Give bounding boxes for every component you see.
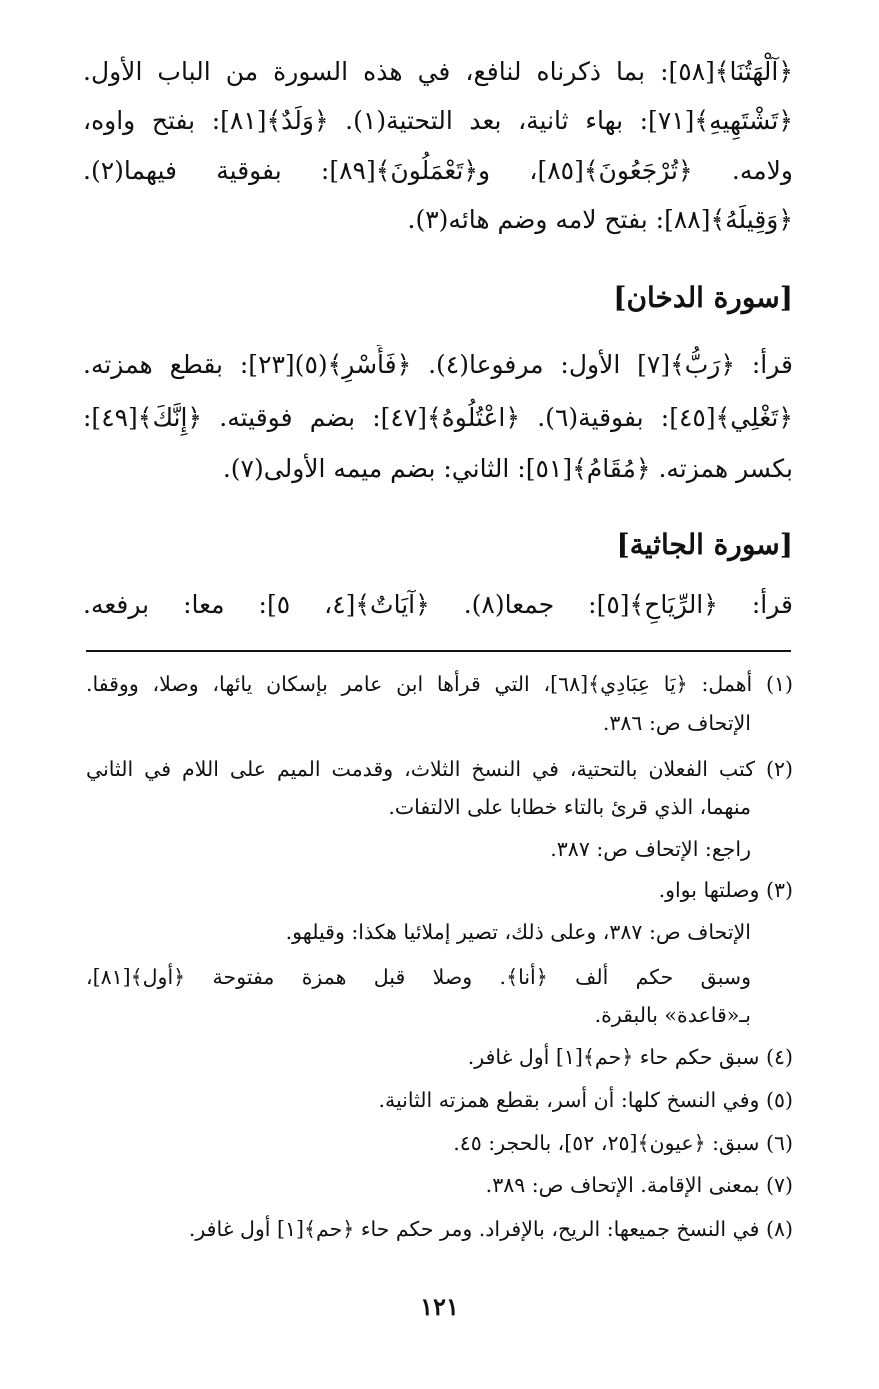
- footnote-separator: [86, 650, 791, 652]
- footnote-line: راجع: الإتحاف ص: ٣٨٧.: [550, 837, 751, 861]
- page-number: ١٢١: [420, 1292, 459, 1321]
- body-line: ﴿آلْهَتُنَا﴾[٥٨]: بما ذكرناه لنافع، في هذه السورة من الباب الأول.: [83, 57, 793, 86]
- footnote-line: بـ«قاعدة» بالبقرة.: [594, 1003, 751, 1027]
- footnote-line: (١) أهمل: ﴿يَا عِبَادِي﴾[٦٨]، التي قرأها ابن عامر بإسكان يائها، وصلا، ووقفا.: [86, 672, 793, 696]
- footnote-line: (٥) وفي النسخ كلها: أن أسر، بقطع همزته الثانية.: [378, 1088, 793, 1112]
- body-line: ﴿وَقِيلَهُ﴾[٨٨]: بفتح لامه وضم هائه(٣).: [407, 205, 793, 234]
- footnote-line: (٨) في النسخ جميعها: الريح، بالإفراد. ومر حكم حاء ﴿حم﴾[١] أول غافر.: [188, 1217, 793, 1241]
- body-line: ﴿تَغْلِي﴾[٤٥]: بفوقية(٦). ﴿اعْتُلُوهُ﴾[٤٧]: بضم فوقيته. ﴿إِنَّكَ﴾[٤٩]:: [83, 403, 793, 432]
- footnote-line: الإتحاف ص: ٣٨٧، وعلى ذلك، تصير إملائيا هكذا: وقيلهو.: [285, 920, 751, 944]
- section-heading-dukhan: [سورة الدخان]: [613, 281, 793, 314]
- body-line: بكسر همزته. ﴿مُقَامُ﴾[٥١]: الثاني: بضم ميمه الأولى(٧).: [222, 454, 793, 483]
- footnote-line: (٦) سبق: ﴿عيون﴾[٢٥، ٥٢]، بالحجر: ٤٥.: [453, 1131, 793, 1155]
- footnote-line: (٢) كتب الفعلان بالتحتية، في النسخ الثلاث، وقدمت الميم على اللام في الثاني: [86, 757, 793, 781]
- body-line: قرأ: ﴿رَبُّ﴾[٧] الأول: مرفوعا(٤). ﴿فَأَسْرِ﴾(٥)[٢٣]: بقطع همزته.: [83, 350, 793, 379]
- body-line: ولامه. ﴿تُرْجَعُونَ﴾[٨٥]، و﴿تَعْمَلُونَ﴾[٨٩]: بفوقية فيهما(٢).: [83, 156, 793, 185]
- footnote-line: (٧) بمعنى الإقامة. الإتحاف ص: ٣٨٩.: [485, 1173, 793, 1197]
- footnote-line: الإتحاف ص: ٣٨٦.: [602, 711, 751, 735]
- footnote-line: (٤) سبق حكم حاء ﴿حم﴾[١] أول غافر.: [467, 1045, 793, 1069]
- footnote-line: (٣) وصلتها بواو.: [658, 878, 793, 902]
- footnote-line: منهما، الذي قرئ بالتاء خطابا على الالتفات.: [388, 795, 751, 819]
- footnote-line: وسبق حكم ألف ﴿أنا﴾. وصلا قبل همزة مفتوحة ﴿أول﴾[٨١]،: [86, 965, 751, 989]
- section-heading-jathiya: [سورة الجاثية]: [616, 528, 793, 561]
- body-line: ﴿تَشْتَهِيهِ﴾[٧١]: بهاء ثانية، بعد التحتية(١). ﴿وَلَدٌ﴾[٨١]: بفتح واوه،: [83, 106, 793, 135]
- body-line: قرأ: ﴿الرِّيَاحِ﴾[٥]: جمعا(٨). ﴿آيَاتٌ﴾[٤، ٥]: معا: برفعه.: [83, 590, 793, 619]
